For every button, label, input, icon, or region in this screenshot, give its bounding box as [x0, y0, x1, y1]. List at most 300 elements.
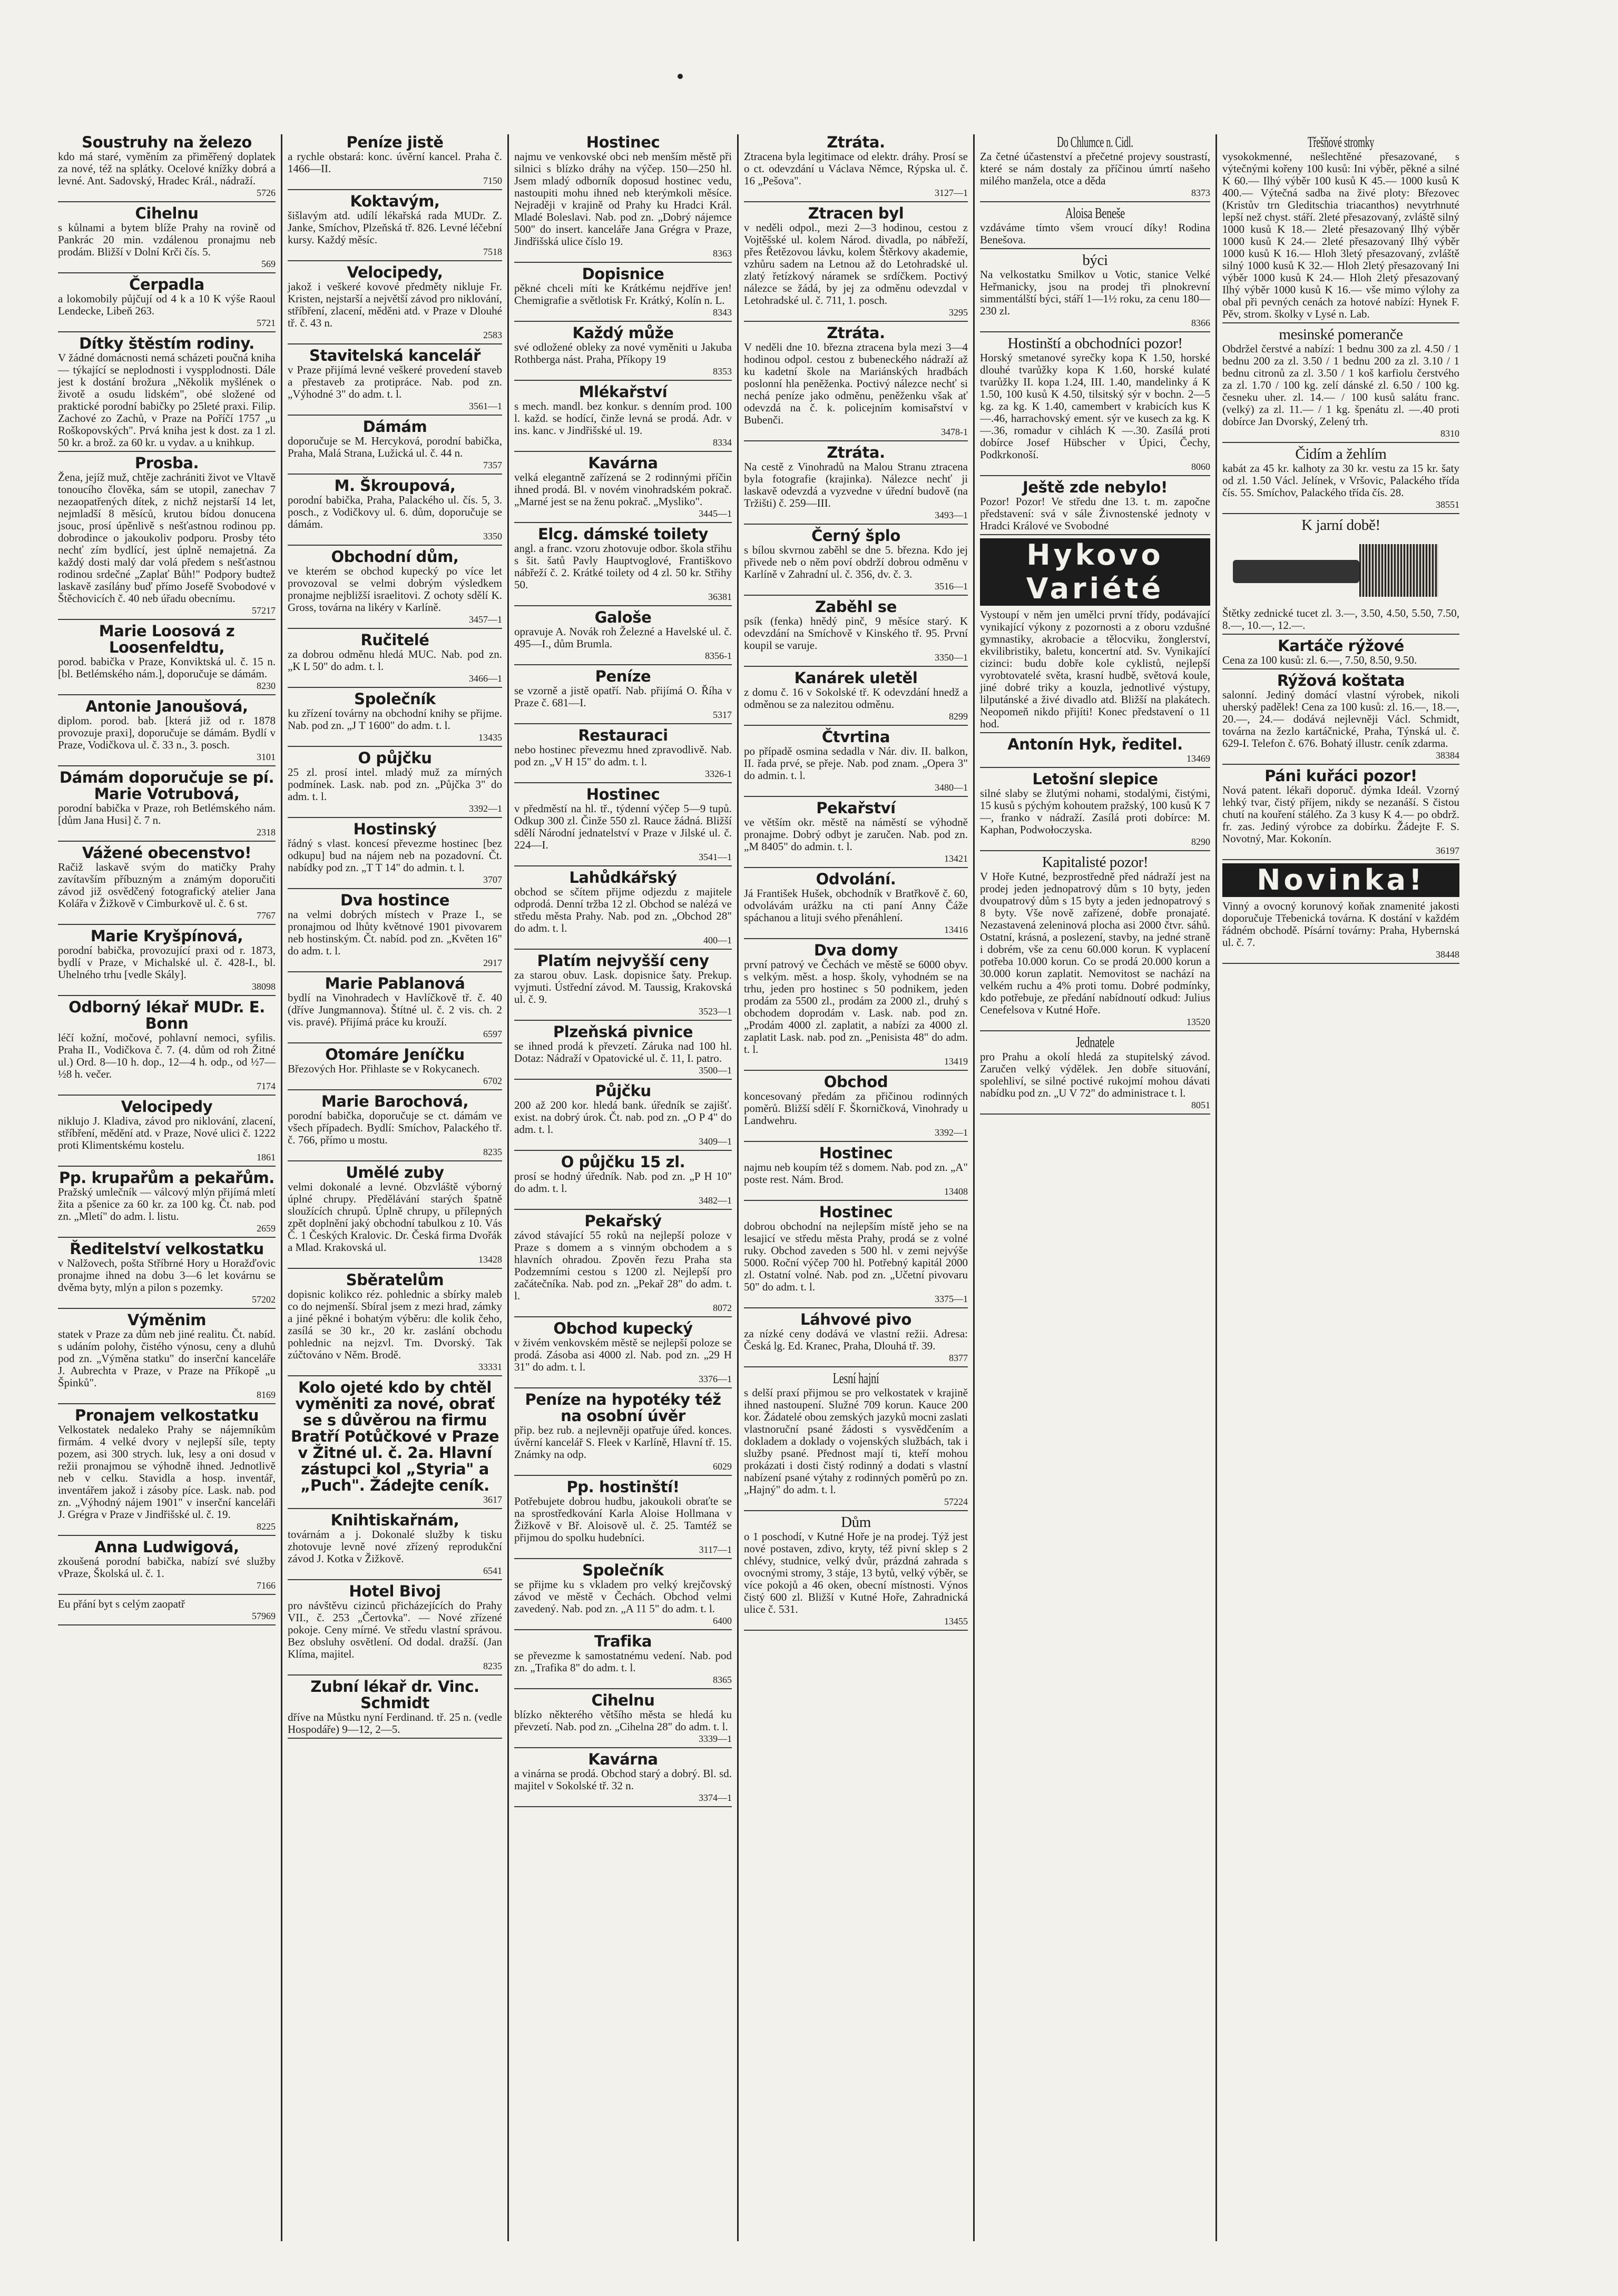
ad-body: Já František Hušek, obchodník v Bratřkově č. 60, odvolávám urážku na cti paní Anny Čáže spáchanou a lituji svého přenáhlení. [744, 887, 968, 924]
ad-number-row [744, 711, 968, 723]
ad-body: Cena za 100 kusů: zl. 6.—, 7.50, 8.50, 9.50. [1222, 654, 1417, 666]
classified-ad [980, 479, 1210, 535]
ad-body: pěkné chceli míti ke Krátkému nejdříve jen! Chemigrafie a světlotisk Fr. Krátký, Kolín n. L. [514, 282, 732, 307]
ad-body: niklujo J. Kladiva, závod pro niklování, zlacení, stříbření, mědění atd. v Praze, Nové ulici č. 1222 proti Klimentskému kostelu. [58, 1115, 276, 1151]
ad-number: 2917 [483, 958, 502, 968]
ad-heading: O půjčku [358, 749, 432, 767]
ad-body: najmu neb koupím též s domem. Nab. pod zn. „A" poste rest. Nám. Brod. [744, 1161, 968, 1186]
brush-bristles [1359, 544, 1438, 597]
classified-ad [58, 1312, 276, 1404]
ad-heading: Hotel Bivoj [349, 1582, 441, 1600]
ad-body: dopisnic kolikco réz. pohlednic a sbírky maleb co do nejmenší. Sbíral jsem z mezi hrad, zámky a jiné pěkné i bohatým výběru: dle kolik čeho, zasílá se 30 kr., 20 kr. zaslání obchodu pohlednic na nejzvl. Tm. Dvorský. Tak zúčtováno v Něm. Brodě. [288, 1288, 502, 1361]
ad-body: pro Prahu a okolí hledá za stupitelský závod. Zaručen velký výdělek. Jen dobře situování, spolehliví, se silné poctivé rukojmí mohou dávati nabídku pod zn. „U V 72" do administrace t. l. [980, 1050, 1210, 1099]
classified-ad [514, 1633, 732, 1689]
ad-body: za starou obuv. Lask. dopisnice šaty. Prekup. vyjmuti. Ústřední závod. M. Taussig, Krakovská ul. č. 9. [514, 969, 732, 1006]
ad-body: vzdáváme tímto všem vroucí díky! Rodina Benešova. [980, 221, 1210, 246]
ad-body: dříve na Můstku nyní Ferdinand. tř. 25 n. (vedle Hospodáře) 9—12, 2—5. [288, 1711, 502, 1736]
ad-number-row [288, 530, 502, 543]
ad-number-row [514, 1373, 732, 1385]
ad-body: s delší praxí přijmou se pro velkostatek v krajině ihned nastoupení. Služné 709 korun. Kauce 200 kor. Žádatelé obou zemských jazyků mocni zaslati vlastnoruční psané žádosti s vysvědčením a dokladem a doklady o vojenských službách, tak i služby psané. Přednost mají ti, kteří mohou prokázati i dosti čistý rodinný a dodati s vlastní nabízení psané výtahy z rodinných poměrů po zn. „Hajný" do adm. t. l. [744, 1386, 968, 1496]
ad-body: Velkostatek nedaleko Prahy se nájemníkům firmám. 4 velké dvory v nejlepší síle, tepty pozem, asi 300 strych. luk, lesy a oni dosud v režii pronajmou se výhodně ihned. Jednotlivě neb v celku. Stavidla a hosp. inventář, inventářem jakož i zásoby píce. Lask. nab. pod zn. „Výhodný nájem 1901" v inserční kanceláři J. Grégra v Praze v Jindřišské ul. č. 19. [58, 1423, 276, 1521]
ad-number: 57217 [252, 605, 276, 616]
ad-body: kabát za 45 kr. kalhoty za 30 kr. vestu za 15 kr. šaty od zl. 1.50 Václ. Jelínek, v Vršovic, Palackého třída čís. 55. Smíchov, Palackého třída čís. 28. [1222, 462, 1459, 499]
ad-body: na velmi dobrých místech v Praze I., se pronajmou od lhůty květnové 1901 pivovarem neb hostinským. Čt. nabíd. pod zn. „Květen 16" do adm. t. l. [288, 908, 502, 957]
classified-ad [744, 1514, 968, 1631]
ad-number-row [514, 1544, 732, 1556]
ad-number-row [288, 1254, 502, 1266]
ad-number: 3493—1 [935, 510, 968, 520]
ad-number-row [744, 1352, 968, 1364]
ad-heading: Marie Barochová, [321, 1092, 469, 1110]
ad-heading: Kolo ojeté kdo by chtěl vyměniti za nové, obrať se s důvěrou na firmu Bratří Potůčkové v Praze v Žitné ul. č. 2a. Hlavní zástupci kol „Styria" a „Puch". Žádejte ceník. [290, 1378, 499, 1494]
ad-number-row [514, 1733, 732, 1745]
ad-body: nebo hostinec převezmu hned zpravodlivě. Nab. pod zn. „V H 15" do adm. t. l. [514, 743, 732, 768]
ad-number: 3376—1 [699, 1374, 732, 1384]
ad-body: Vystoupí v něm jen umělci první třídy, podávající vynikající výkony z pozornosti a z oboru vzdušné gymnastiky, akrobacie a tělocviku, žonglerství, ekvilibristiky, baletu, koncertní atd. Sv. Vynikající cizinci: budu dobře kole cyklistů, nejlepší vyrobtovatelé světa, krasní hudbě, světová koule, jiné dobré triky a kouzla, jednotlivé výstupy, lilputánské a živé divadlo atd. Bližší na plakátech. Neopomeň nikdo přijíti! Konec představení o 11 hod. [980, 608, 1210, 730]
ad-body: své odložené obleky za nové vyměniti u Jakuba Rothberga nást. Praha, Příkopy 19 [514, 341, 732, 366]
ad-number: 8373 [1191, 188, 1210, 198]
ad-heading: Dámám [362, 418, 427, 436]
ad-number: 2659 [257, 1223, 276, 1234]
classified-ad [58, 845, 276, 925]
ad-number-row [514, 437, 732, 449]
ad-body: velká elegantně zařízená se 2 rodinnými příčin ihned prodá. Bl. v novém vinohradském pokrač. „Marné jest se na ženu pokrač. „Mysliko". [514, 471, 732, 508]
ad-body: jakož i veškeré kovové předměty nikluje Fr. Kristen, nejstarší a největší závod pro niklování, stříbření, zlacení, měděni atd. v Praze v Dlouhé tř. č. 43 n. [288, 280, 502, 329]
ad-heading: Kartáče rýžové [1278, 637, 1404, 655]
ad-number-row [58, 1223, 276, 1235]
ad-number-row [980, 1016, 1210, 1028]
ad-heading: Marie Loosová z Loosenfeldtu, [99, 622, 235, 656]
ad-heading: Páni kuřáci pozor! [1264, 767, 1417, 785]
ad-number: 13421 [944, 853, 968, 864]
ad-number: 8290 [1191, 836, 1210, 847]
ad-number: 3127—1 [935, 188, 968, 198]
ad-number-row [288, 175, 502, 187]
classified-ad [288, 1679, 502, 1739]
ad-number: 3617 [483, 1494, 502, 1505]
ad-number: 13428 [478, 1254, 502, 1265]
ad-body: koncesovaný předám za přičinou rodinných poměrů. Bližší sdělí F. Škorničková, Vinohrady u Landwehru. [744, 1090, 968, 1127]
classified-ad [514, 870, 732, 950]
ad-body: za dobrou odměnu hledá MUC. Nab. pod zn. „K L 50" do adm. t. l. [288, 648, 502, 673]
classified-ad [514, 384, 732, 452]
ad-number: 2583 [483, 330, 502, 340]
ad-number-row [58, 981, 276, 993]
ad-heading: Marie Kryšpínová, [90, 927, 243, 945]
ad-body: 200 až 200 kor. hledá bank. úředník se zajišť. exist. na dobrý úrok. Čt. nab. pod zn. „O P 4" do adm. t. l. [514, 1099, 732, 1136]
ad-heading: mesinské pomeranče [1279, 326, 1403, 343]
ad-number: 3374—1 [699, 1792, 732, 1803]
ad-number-row [58, 680, 276, 692]
ad-heading: Dopisnice [582, 265, 664, 283]
classified-ad [58, 1170, 276, 1238]
ad-number-row [288, 957, 502, 969]
ad-number-row [58, 910, 276, 922]
ad-body: Ztracena byla legitimace od elektr. dráhy. Prosí se o ct. odevzdání u Václava Němce, Rýpska ul. č. 16 „Pešova". [744, 150, 968, 187]
ad-heading: Antonín Hyk, ředitel. [1007, 735, 1183, 753]
ad-number-row [288, 400, 502, 412]
ad-heading: Hostinec [586, 134, 660, 151]
classified-ad [288, 691, 502, 747]
ad-number: 7166 [257, 1580, 276, 1591]
ad-number: 3339—1 [699, 1733, 732, 1744]
ad-heading: Každý může [572, 324, 674, 342]
ad-number-row [514, 591, 732, 603]
classified-ad [980, 1034, 1210, 1115]
ad-number: 3516—1 [935, 581, 968, 592]
ad-number-row [514, 709, 732, 721]
ad-body: V Hoře Kutné, bezprostředně před nádraží jest na prodej jeden jednopatrový dům s 10 byty, jeden dvoupatrový dům s 15 byty a jeden jednopatrový s 8 byty. Vše nově zařízené, dobře pronajaté. Nezastavená zeleninová plocha asi 2000 čtvr. sáhů. Ostatní, krásná, a poslezení, stavby, na jedné straně i dobrém, vše za cenu 60.000 korun. K vyplacení potřeba 10.000 korun. Co se prodá 20.000 korun a 30.000 korun zaplatit. Nemovitost se nachází na velkém ruchu a 4% proti tomu. Dobré podmínky, kdo potřebuje, ze předání nabídnoutí odkud: Julius Cenefelsova v Kutné Hoře. [980, 870, 1210, 1016]
ad-heading: Obchod kupecký [553, 1319, 693, 1337]
ad-number-row [744, 1293, 968, 1305]
ad-number-row [288, 329, 502, 341]
ad-number-row [288, 1075, 502, 1087]
ad-number-row [58, 605, 276, 617]
ad-number: 3457—1 [469, 614, 502, 625]
ad-body: se přijme ku s vkladem pro velký krejčovský závod ve městě v Čechách. Obchod velmi zavedený. Nab. pod zn. „A 11 5" do adm. t. l. [514, 1578, 732, 1615]
ad-number: 3500—1 [699, 1065, 732, 1076]
ad-number-row [744, 1127, 968, 1139]
ad-number-row [980, 461, 1210, 473]
ad-heading: Plzeňská pivnice [553, 1023, 693, 1041]
ad-number-row [288, 1028, 502, 1040]
ad-number: 6597 [483, 1029, 502, 1039]
ad-heading: Peníze [595, 667, 651, 685]
ad-heading: Hostinský [353, 820, 437, 838]
ad-body: řádný s vlast. koncesí převezme hostinec [bez odkupu] bud na nájem neb na pozadovní. Čt. nabídky pod zn. „T T 14" do admin. t. l. [288, 837, 502, 874]
ad-number: 3326-1 [705, 768, 732, 779]
classified-ad [288, 134, 502, 190]
classified-ad [288, 348, 502, 416]
ad-number-row [744, 924, 968, 936]
ad-number-row [288, 1361, 502, 1373]
ad-number-row [514, 934, 732, 947]
ad-heading: Koktavým, [350, 192, 440, 210]
ad-heading: Vážené obecenstvo! [82, 844, 252, 862]
ad-number: 8169 [257, 1390, 276, 1400]
ad-number-row [1222, 750, 1459, 762]
ad-body: léčí kožní, močové, pohlavní nemoci, syfilis. Praha II., Vodičkova č. 7. (4. dům od roh Žitné ul.) Ord. 8—10 h. dop., 12—4 h. odp., od ½7—½8 h. večer. [58, 1031, 276, 1080]
ad-number: 3445—1 [699, 508, 732, 519]
ad-body: a rychle obstará: konc. úvěrní kancel. Praha č. 1466—II. [288, 150, 502, 175]
ad-body: se vzorně a jistě opatří. Nab. přijímá O. Říha v Praze č. 681—I. [514, 684, 732, 709]
ad-number: 3409—1 [699, 1136, 732, 1147]
ad-heading: Marie Pablanová [325, 974, 465, 992]
ad-heading: Čerpadla [129, 275, 204, 293]
ad-body: statek v Praze za dům neb jiné realitu. Čt. nabíd. s udáním polohy, čistého výnosu, ceny a dluhů pod zn. „Výměna statku" do inserční kanceláře J. Aubrechta v Praze, v Praze na Příkopě „u Špinků". [58, 1328, 276, 1389]
classified-ad [1222, 134, 1459, 323]
ad-number-row [514, 366, 732, 378]
ad-body: V žádné domácnosti nemá scházeti poučná kniha — týkající se neplodnosti i vyspplodnosti. Dále jest k dostání brožura „Několik myšlének o životě a osudu lidském", obé složené od praktické porodní babičky po 25leté praxi. Filip. Zachové zo Zachů, v Praze na Poříčí 1757 „u Roškopovských". Prvá kniha jest k dost. za 1 zl. 50 kr. a brož. za 60 kr. u vydav. a u knihkup. [58, 351, 276, 449]
ad-body: V neděli dne 10. března ztracena byla mezi 3—4 hodinou odpol. cestou z bubeneckého nádraží až ku kadetní škole na Mariánských hradbách poslonní hla peněženka. Poctivý nálezce nechť si nechá peníze jako odměnu, peněženku však ať odevzdá na č. k. policejním komisařství v Bubenči. [744, 341, 968, 426]
ad-number: 3561—1 [469, 401, 502, 411]
ad-number-row [980, 836, 1210, 848]
column-5 [975, 134, 1217, 2241]
ad-heading: Hykovo Variété [980, 538, 1210, 606]
ad-body: továrnám a j. Dokonalé služby k tisku zhotovuje levně nové zřízený reprodukční závod J. Kotka v Žižkově. [288, 1528, 502, 1565]
ad-heading: Zubní lékař dr. Vinc. Schmidt [310, 1678, 479, 1712]
ad-heading: Lahůdkářský [569, 869, 677, 886]
ad-number-row [1222, 428, 1459, 440]
ad-body: a lokomobily půjčují od 4 k a 10 K výše Raoul Lendecke, Libeň 263. [58, 292, 276, 317]
ad-number: 13469 [1186, 753, 1210, 764]
classified-ad [744, 670, 968, 726]
ad-number: 5317 [713, 710, 732, 720]
ad-body: první patrový ve Čechách ve městě se 6000 obyv. s velkým. měst. a hosp. školy, vyhodném se na trhu, jeden pro hostinec s 50 podnikem, jeden prodám za 5500 zl., prodám za 2000 zl., druhý s obchodem doprodám v. Lask. nab. pod zn. „Prodám 4000 zl. zaplatit, a nabízi za 4000 zl. zaplatit Lask. nab. pod zn. „Penisista 48" do adm. t. l. [744, 958, 968, 1056]
ad-number-row [514, 1136, 732, 1148]
ad-number: 6029 [713, 1461, 732, 1472]
ad-number: 13419 [944, 1056, 968, 1067]
ad-number-row [288, 1565, 502, 1577]
classified-ad [744, 1204, 968, 1308]
ad-number: 8072 [713, 1303, 732, 1313]
ad-number: 3350—1 [935, 652, 968, 663]
ad-body: bydlí na Vinohradech v Havlíčkově tř. č. 40 (dříve Jungmannova). Štítné ul. č. 2 vis. ch. 2 vis. pravé). Přijímá práce ku krouží. [288, 991, 502, 1028]
classified-ad [288, 1272, 502, 1376]
classified-ad [514, 1321, 732, 1388]
ad-body: silné slaby se žlutými nohami, stodalými, čistými, 15 kusů s pýchým kohoutem pražský, 100 kusů K 7—, franko v nádraží. Zasílá proti dobírce: M. Kaphan, Podwołoczyska. [980, 787, 1210, 836]
classified-ad [514, 1562, 732, 1630]
ad-number: 3392—1 [935, 1127, 968, 1138]
ad-number: 8060 [1191, 461, 1210, 472]
ad-body: ve kterém se obchod kupecký po více let provozoval se velmi dobrým výsledkem pronajme nejbližší israelitovi. Z ochoty sdělí K. Gross, továrna na likéry v Karlíně. [288, 565, 502, 614]
column-4 [739, 134, 975, 2241]
classified-ad [514, 609, 732, 665]
ad-number: 57969 [252, 1611, 276, 1621]
classified-ad [514, 1692, 732, 1748]
ad-heading: Elcg. dámské toilety [538, 525, 708, 543]
ad-heading: Pronajem velkostatku [74, 1406, 259, 1424]
ad-heading: Černý šplo [811, 527, 900, 545]
ad-number: 6541 [483, 1565, 502, 1576]
ad-number-row [58, 1389, 276, 1401]
classified-ad [514, 1213, 732, 1317]
ad-number: 8377 [949, 1353, 968, 1363]
classified-ad [744, 800, 968, 868]
column-2 [282, 134, 509, 2241]
ad-heading: Láhvové pivo [800, 1310, 911, 1328]
classified-ad [744, 528, 968, 596]
classified-ad [288, 892, 502, 972]
ad-number-row [58, 1080, 276, 1092]
classified-ad [744, 1371, 968, 1511]
ad-heading: Hostinští a obchodníci pozor! [1007, 335, 1183, 352]
ad-number-row [980, 317, 1210, 329]
ad-heading: Trafika [594, 1632, 652, 1650]
ad-number-row [288, 1660, 502, 1672]
ad-number: 38448 [1436, 949, 1459, 960]
ad-heading: Velocipedy [121, 1098, 213, 1116]
ad-body: salonní. Jediný domácí vlastní výrobek, nikoli uherský padělek! Cena za 100 kusů: zl. 16.—, 18.—, 20.—, 24.— dodává nejlevněji Václ. Schmidt, továrna na žezlo kartáčnické, Praha, Týnská ul. č. 629-I. Telefon č. 676. Bohatý illustr. ceník zdarma. [1222, 688, 1459, 750]
ad-number: 400—1 [703, 935, 732, 945]
ad-number-row [1222, 949, 1459, 961]
classified-ad [1222, 638, 1459, 669]
classified-ad [514, 526, 732, 606]
ad-heading: Společník [582, 1561, 664, 1579]
ad-columns [53, 134, 1465, 2241]
ad-number-row [744, 1186, 968, 1198]
ad-number-row [58, 751, 276, 763]
ad-number: 8334 [713, 437, 732, 448]
ad-number: 3117—1 [699, 1544, 732, 1555]
ad-number-row [744, 307, 968, 319]
ad-body: zkoušená porodní babička, nabízí své služby vPraze, Školská ul. č. 1. [58, 1555, 276, 1580]
ad-body: a vinárna se prodá. Obchod starý a dobrý. Bl. sd. majitel v Sokolské tř. 32 n. [514, 1767, 732, 1792]
ad-heading: Čtvrtina [821, 728, 890, 746]
ad-heading: Hostinec [819, 1144, 893, 1162]
ad-number: 38098 [252, 981, 276, 992]
ad-body: Vinný a ovocný korunový koňak znamenité jakosti doporučuje Třebenická továrna. K dostání v každém řádném obchodě. Písární továrny: Praha, Hybernská ul. č. 7. [1222, 900, 1459, 949]
ad-number: 8225 [257, 1521, 276, 1532]
ad-heading: Obchod [823, 1073, 888, 1091]
classified-ad [514, 953, 732, 1021]
classified-ad [744, 445, 968, 525]
ad-number: 8235 [483, 1147, 502, 1157]
classified-ad [980, 336, 1210, 476]
classified-ad [514, 727, 732, 783]
classified-ad [58, 1099, 276, 1167]
column-1 [53, 134, 282, 2241]
classified-ad [980, 854, 1210, 1031]
ad-number: 36381 [708, 592, 732, 602]
classified-ad [288, 193, 502, 261]
classified-ad [980, 205, 1210, 249]
ad-heading: Rýžová koštata [1277, 672, 1405, 689]
ad-number-row [288, 459, 502, 471]
ad-heading: Platím nejvyšší ceny [537, 952, 709, 970]
ad-body: přip. bez rub. a nejlevněji opatřuje úřed. konces. úvěrní kancelář S. Fleek v Karlíně, Hlavní tř. 15. Známky na odp. [514, 1424, 732, 1461]
ad-heading: Ještě zde nebylo! [1022, 478, 1168, 496]
ad-body: v předměstí na hl. tř., týdenní výčep 5—9 tupů. Odkup 300 zl. Činže 550 zl. Rauce žádná. Bližší sdělí Národní jednatelství v Praze v Jilské ul. č. 224—I. [514, 802, 732, 851]
ad-body: s mech. mandl. bez konkur. s denním prod. 100 l. každ. se hodící, činže levná se prodá. Adr. v ins. kanc. v Jindřišské ul. 19. [514, 400, 732, 437]
classified-ad [58, 455, 276, 620]
ad-number-row [58, 1151, 276, 1164]
ad-heading: Hostinec [586, 785, 660, 803]
ad-number-row [744, 652, 968, 664]
ad-number-row [744, 187, 968, 199]
column-3 [509, 134, 739, 2241]
classified-ad [514, 1024, 732, 1080]
ad-number-row [744, 509, 968, 521]
ad-number: 7767 [257, 910, 276, 921]
ad-body: Žena, jejíž muž, chtěje zachrániti život ve Vltavě tonoucího člověka, sám se utopil, zanechav 7 nezaopatřených dítek, z nichž nejstarší 14 let, nejmladší 8 měsíců, krutou bídou donucena jsouc, prosí úpěnlivě s nešťastnou rodinou pp. dobrodince o jakoukoliv podporu. Prosby této nechť zím bydlící, jest úplně nemajetná. Za každý dosti malý dar volá předem s nešťastnou rodinou srdečné „Zaplať Bůh!" Podpory budtež laskavě zasílány buď přímo Josefě Svobodové v Štěchovicích č. 40 neb úřadu obecnímu. [58, 471, 276, 605]
ad-number-row [58, 826, 276, 839]
ad-body: Obdržel čerstvé a nabízí: 1 bednu 300 za zl. 4.50 / 1 bednu 200 za zl. 3.50 / 1 bednu 200 za zl. 3.10 / 1 bednu citronů za zl. 3.50 / 1 koš karfiolu čerstvého za zl. 1.70 / 100 kg. zelí dánské zl. 6.50 / 100 kg. česneku uher. zl. 14.— / 100 kusů salátu franc. (velký) za zl. 11.— / 1 kg. špenátu zl. —.40 proti dobírce Jan Dvorský, Zelený trh. [1222, 342, 1459, 428]
ad-number: 57202 [252, 1294, 276, 1305]
ad-body: opravuje A. Novák roh Železné a Havelské ul. č. 495—I., dům Brumla. [514, 625, 732, 650]
ad-heading: Letošní slepice [1032, 770, 1158, 788]
ad-number-row [514, 1302, 732, 1314]
ad-heading: Velocipedy, [347, 263, 443, 281]
classified-ad [514, 134, 732, 263]
ad-heading: Ztráta. [827, 324, 885, 342]
classified-ad [1222, 327, 1459, 443]
ad-heading: Pp. krupařům a pekařům. [59, 1169, 274, 1187]
ad-number: 38384 [1436, 750, 1459, 761]
ad-number: 1861 [257, 1152, 276, 1162]
ad-number-row [514, 1195, 732, 1207]
classified-ad [288, 549, 502, 629]
classified-ad [514, 266, 732, 322]
ad-number-row [744, 1056, 968, 1068]
ad-number-row [58, 258, 276, 270]
classified-ad [58, 205, 276, 273]
ad-body: v živém venkovském městě se nejlepší poloze se prodá. Zásoba asi 4000 zl. Nab. pod zn. „29 H 31" do adm. t. l. [514, 1336, 732, 1373]
classified-ad [288, 975, 502, 1043]
ad-heading: Odvolání. [816, 870, 896, 888]
ad-heading: Ztráta. [827, 444, 885, 461]
ad-number: 3541—1 [699, 852, 732, 862]
ad-body: z domu č. 16 v Sokolské tř. K odevzdání hnedž a odměnou se za nalezitou odměnu. [744, 686, 968, 711]
classified-ad [58, 928, 276, 996]
ad-heading: Kavárna [588, 1750, 658, 1768]
ad-body: Na cestě z Vinohradů na Malou Stranu ztracena byla fotografie (krajinka). Nálezce nechť ji laskavě odevzdá a vyzvedne v úřední budově (na Tržišti) č. 259—III. [744, 460, 968, 509]
ad-number-row [514, 1065, 732, 1077]
ad-body: se ihned prodá k převzetí. Záruka nad 100 hl. Dotaz: Nádraží v Opatovické ul. č. 11, I. patro. [514, 1040, 732, 1065]
ad-heading: Umělé zuby [346, 1164, 444, 1181]
ad-number-row [1222, 845, 1459, 857]
ad-number-row [288, 803, 502, 815]
classified-ad [1222, 863, 1459, 964]
ad-body: Račiž laskavě svým do matičky Prahy zavítavším příbuzným a známým doporučiti závod již osvědčený fotografický atelier Jana Kolářa v Žižkově v Cimburkově ul. č. 6 st. [58, 861, 276, 910]
ad-body: prosí se hodný úředník. Nab. pod zn. „P H 10" do adm. t. l. [514, 1170, 732, 1195]
ad-body: za nízké ceny dodává ve vlastní režii. Adresa: Česká lg. Ed. Kranec, Praha, Dlouhá tř. 39. [744, 1327, 968, 1352]
ad-body: porodní babička, doporučuje se ct. dámám ve všech případech. Bydlí: Smíchov, Palackého tř. č. 766, přímo u mostu. [288, 1109, 502, 1146]
ad-body: najmu ve venkovské obci neb menším městě při silnici s blízko dráhy na výčep. 150—250 hl. Jsem mladý odborník doposud hostinec vedu, nastoupiti mohu ihned neb kterýmkoli měsíce. Nejraději v krajině od Prahy ku Hradci Král. Mladé Boleslavi. Nab. pod zn. „Dobrý nájemce 500" do insert. kanceláře Jana Grégra v Praze, Jindřišská ulice číslo 19. [514, 150, 732, 248]
ad-number: 13435 [478, 732, 502, 743]
classified-ad [744, 325, 968, 441]
ad-number: 3478-1 [941, 427, 968, 437]
ad-heading: Pp. hostinští! [566, 1478, 680, 1496]
ad-number-row [980, 1099, 1210, 1111]
ad-number: 8230 [257, 681, 276, 691]
ad-number-row [980, 187, 1210, 199]
ad-number: 8235 [483, 1661, 502, 1671]
classified-ad [980, 771, 1210, 851]
classified-ad [58, 1241, 276, 1309]
ad-heading: Kavárna [588, 454, 658, 472]
ad-number-row [58, 187, 276, 199]
classified-ad [744, 205, 968, 322]
ad-number: 8365 [713, 1674, 732, 1685]
ad-number: 33331 [478, 1362, 502, 1372]
ad-number-row [744, 426, 968, 438]
ad-heading: Dámám doporučuje se pí. Marie Votrubová, [59, 768, 274, 803]
ad-number: 3482—1 [699, 1195, 732, 1206]
classified-ad [58, 336, 276, 452]
ad-body: velmi dokonalé a levné. Obzvláště výborný úplné chrupy. Předělávání starých špatně sloužících chrupů. Úplně chrupy, u přílepných zpět doplnění jaký obchodní tabulkou z 10. Vás Č. 1 Českých Kralovic. Dr. Česká firma Dvořák a Mlad. Krakovská ul. [288, 1180, 502, 1254]
classified-ad [1222, 673, 1459, 765]
ad-number-row [514, 1674, 732, 1686]
classified-ad [980, 538, 1210, 733]
ad-heading: Jednatele [1075, 1034, 1114, 1051]
ad-body: Na velkostatku Smilkov u Votic, stanice Velké Heřmanicky, jsou na prodej tři plnokrevní simmentálští býci, stáří 1—1½ roku, za cenu 180—230 zl. [980, 268, 1210, 317]
ad-number: 13520 [1186, 1017, 1210, 1027]
ad-number-row [514, 1792, 732, 1804]
ad-heading: Prosba. [134, 454, 199, 472]
classified-ad [288, 1047, 502, 1090]
ad-heading: Kanárek uletěl [794, 669, 918, 687]
classified-ad [744, 134, 968, 202]
ad-number: 2318 [257, 827, 276, 837]
ad-body: dobrou obchodní na nejlepším místě jeho se na lesajicí ve středu města Prahy, prodá se z volné ruky. Obchod zaveden s 500 hl. v zemi nejvýše 5000. Roční výčep 700 hl. Potřebný kapitál 2000 zl. Ostatní volné. Nab. pod zn. „Učetní pivovaru 50" do adm. t. l. [744, 1220, 968, 1293]
ad-number-row [514, 1006, 732, 1018]
ad-number-row [514, 248, 732, 260]
classified-ad [288, 1379, 502, 1509]
ad-heading: Výměnim [127, 1311, 207, 1329]
ad-body: porodní babička, provozující praxi od r. 1873, bydlí v Praze, v Michalské ul. č. 428-I., bl. Uhelného trhu [vedle Skály]. [58, 944, 276, 981]
ad-body: angl. a franc. vzoru zhotovuje odbor. škola střihu s šit. šatů Pavly Hauptvoglové, Františkovo nábřeží č. 2. Krátké toilety od 4 zl. 50 kr. Střihy 50. [514, 542, 732, 591]
